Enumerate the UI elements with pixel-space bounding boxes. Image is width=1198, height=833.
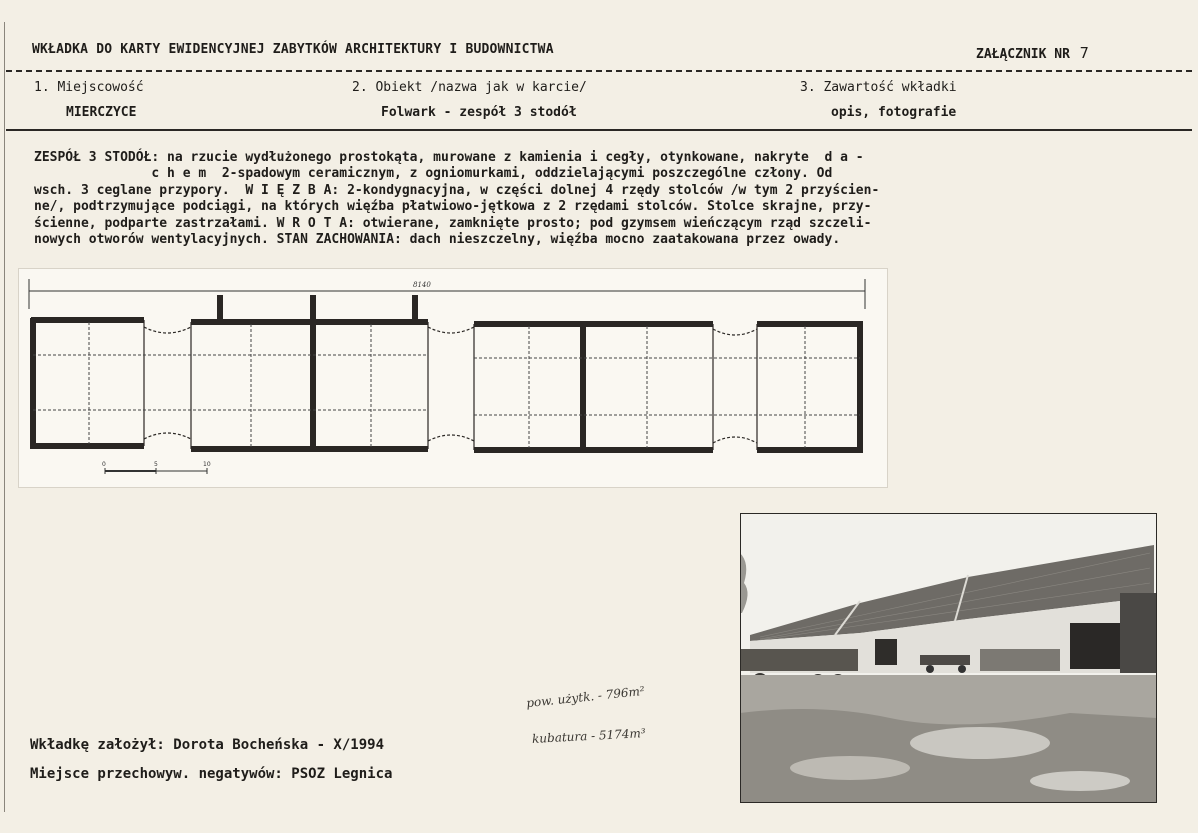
header-divider [6, 70, 1192, 72]
description-line: ne/, podtrzymujące podciągi, na których więźba płatwiowo-jętkowa z 2 rzędami stolców. Stolce skrajne, przy- [34, 199, 872, 215]
negatives-location-line: Miejsce przechowyw. negatywów: PSOZ Legnica [30, 766, 393, 782]
volume-note: kubatura - 5174m³ [531, 726, 646, 746]
description-line: wsch. 3 ceglane przypory. W I Ę Z B A: 2-kondygnacyjna, w części dolnej 4 rzędy stolców /w tym 2 przyścien- [34, 182, 880, 198]
object-value: Folwark - zespół 3 stodół [381, 105, 577, 120]
description-text [34, 150, 1159, 248]
description-line: nowych otworów wentylacyjnych. STAN ZACHOWANIA: dach nieszczelny, więźba mocno zaatakowana przez owady. [34, 232, 841, 248]
photo-svg [740, 513, 1157, 803]
author-line: Wkładkę założył: Dorota Bocheńska - X/1994 [30, 737, 385, 753]
locality-value: MIERCZYCE [66, 105, 137, 120]
dimension-label: 8140 [413, 281, 431, 289]
contents-label: 3. Zawartość wkładki [800, 80, 957, 95]
scale-label: 10 [203, 461, 211, 468]
attachment-number [976, 44, 1089, 62]
document-title: WKŁADKA DO KARTY EWIDENCYJNEJ ZABYTKÓW ARCHITEKTURY I BUDOWNICTWA [32, 42, 554, 57]
attachment-label: ZAŁĄCZNIK NR [976, 47, 1070, 62]
barn-photograph [740, 513, 1157, 803]
scale-label: 5 [154, 461, 158, 468]
object-label: 2. Obiekt /nazwa jak w karcie/ [352, 80, 587, 95]
fields-divider [6, 129, 1192, 131]
usable-area-note: pow. użytk. - 796m² [525, 683, 646, 711]
page-edge [4, 22, 5, 812]
description-line: ścienne, podparte zastrzałami. W R O T A: otwierane, zamknięte prosto; pod gzymsem wieńczącym rząd szczeli- [34, 215, 872, 231]
contents-value: opis, fotografie [831, 105, 957, 120]
description-line: ZESPÓŁ 3 STODÓŁ: na rzucie wydłużonego prostokąta, murowane z kamienia i cegły, otynkowane, nakryte d a - [34, 150, 864, 165]
locality-label: 1. Miejscowość [34, 80, 144, 95]
attachment-number-value: 7 [1079, 44, 1089, 62]
floor-plan-drawing [19, 269, 887, 487]
description-line: c h e m 2-spadowym ceramicznym, z ogniomurkami, oddzielającymi poszczególne człony. Od [34, 166, 833, 182]
scale-label: 0 [102, 461, 106, 468]
floor-plan-svg [19, 269, 887, 487]
